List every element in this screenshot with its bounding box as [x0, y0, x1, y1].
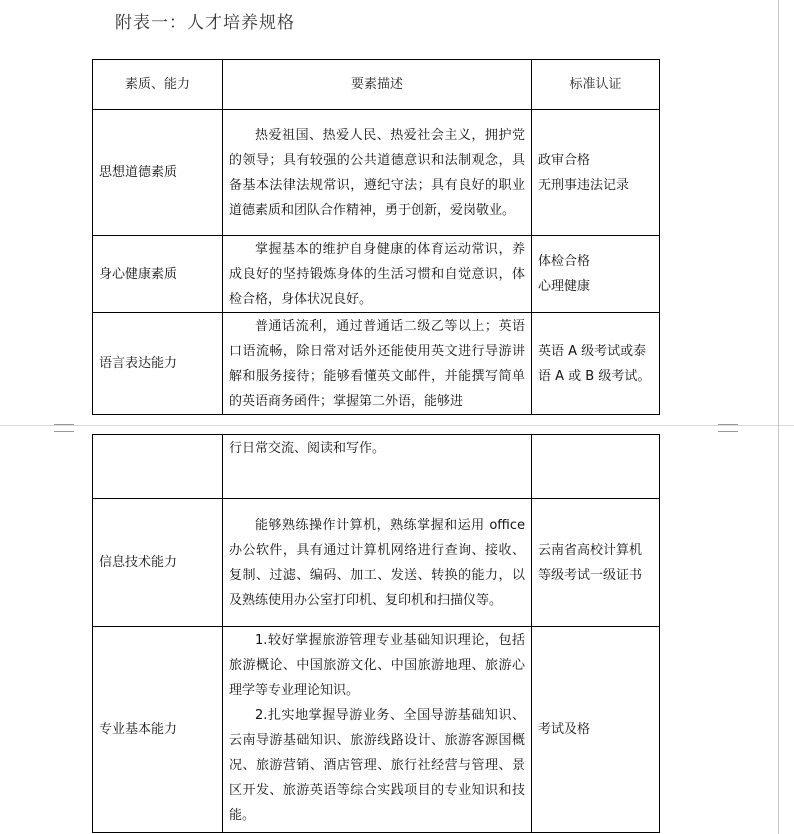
ability-cell: 思想道德素质 [93, 110, 223, 236]
description-text: 1.较好掌握旅游管理专业基础知识理论，包括旅游概论、中国旅游文化、中国旅游地理、旅游心理学等专业理论知识。 [229, 633, 525, 698]
cert-line: 考试及格 [538, 722, 591, 737]
cert-line: 无刑事违法记录 [538, 177, 630, 193]
table-row-moral [93, 110, 660, 236]
description-text: 行日常交流、阅读和写作。 [229, 441, 386, 456]
certification-cell [532, 499, 660, 627]
page-break-line [0, 425, 794, 426]
ability-cell: 身心健康素质 [93, 236, 223, 313]
talent-spec-table-page-1 [92, 59, 660, 415]
cert-line: 英语 A 级考试或泰语 A 或 B 级考试。 [538, 343, 651, 384]
header-description: 要素描述 [223, 60, 532, 110]
ability-cell: 专业基本能力 [93, 627, 223, 833]
table-header-row [93, 60, 660, 110]
certification-cell [532, 435, 660, 499]
page-title: 附表一：人才培养规格 [115, 13, 295, 33]
cert-line: 云南省高校计算机等级考试一级证书 [538, 542, 643, 583]
table-row-language-continued [93, 435, 660, 499]
description-cell [223, 499, 532, 627]
description-cell [223, 313, 532, 415]
cert-line: 体检合格 [538, 254, 591, 269]
description-cell [223, 236, 532, 313]
description-cell [223, 110, 532, 236]
talent-spec-table-page-2 [92, 434, 660, 833]
description-text: 2.扎实地掌握导游业务、全国导游基础知识、云南导游基础知识、旅游线路设计、旅游客源国概况、旅游营销、酒店管理、旅行社经营与管理、景区开发、旅游英语等综合实践项目的专业知识和技能。 [229, 708, 525, 823]
table-row-professional [93, 627, 660, 833]
page-right-edge [778, 0, 779, 834]
description-text: 掌握基本的维护自身健康的体育运动常识，养成良好的坚持锻炼身体的生活习惯和自觉意识，体检合格，身体状况良好。 [229, 241, 525, 307]
ability-cell [93, 435, 223, 499]
certification-cell [532, 313, 660, 415]
certification-cell [532, 627, 660, 833]
description-text: 能够熟练操作计算机，熟练掌握和运用 office 办公软件，具有通过计算机网络进行查询、接收、复制、过滤、编码、加工、发送、转换的能力，以及熟练使用办公室打印机、复印机和扫描仪等。 [229, 517, 525, 608]
certification-cell [532, 236, 660, 313]
crop-mark-left [54, 424, 74, 432]
cert-line: 政审合格 [538, 152, 591, 168]
table-row-health [93, 236, 660, 313]
ability-cell: 语言表达能力 [93, 313, 223, 415]
table-row-language [93, 313, 660, 415]
description-text: 热爱祖国、热爱人民、热爱社会主义，拥护党的领导；具有较强的公共道德意识和法制观念，具备基本法律法规常识，遵纪守法；具有良好的职业道德素质和团队合作精神，勇于创新，爱岗敬业。 [229, 127, 525, 218]
header-certification: 标准认证 [532, 60, 660, 110]
ability-cell: 信息技术能力 [93, 499, 223, 627]
header-ability: 素质、能力 [93, 60, 223, 110]
description-cell [223, 627, 532, 833]
cert-line: 心理健康 [538, 279, 591, 294]
description-text: 普通话流利，通过普通话二级乙等以上；英语口语流畅，除日常对话外还能使用英文进行导游讲解和服务接待；能够看懂英文邮件，并能撰写简单的英语商务函件；掌握第二外语，能够进 [229, 319, 525, 409]
crop-mark-right [718, 424, 738, 432]
description-cell [223, 435, 532, 499]
table-row-it [93, 499, 660, 627]
certification-cell [532, 110, 660, 236]
